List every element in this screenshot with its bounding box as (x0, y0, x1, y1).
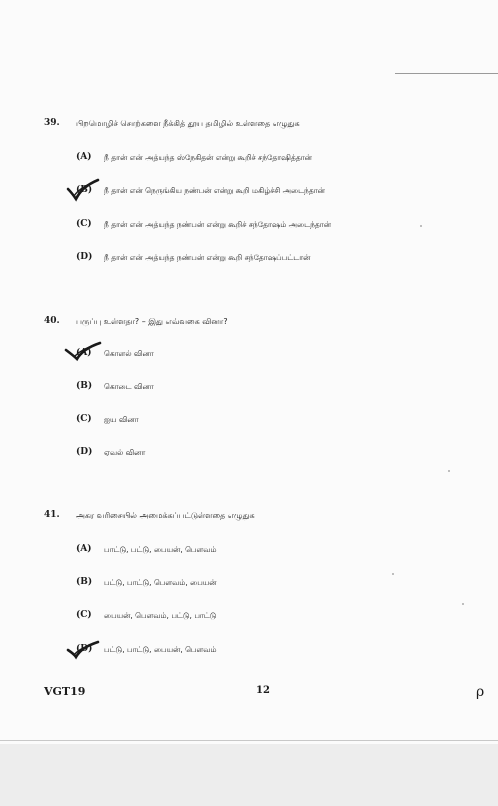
question-text: அகர வரிசையில் அமைக்கப்பட்டுள்ளதை எழுதுக (76, 511, 255, 520)
option-text: நீ தான் என் அத்யந்த நண்பன் என்று கூறிச் சந்தோஷம் அடைந்தான் (104, 220, 331, 229)
option-text: நீ தான் என் அத்யந்த நண்பன் என்று கூறி சந்தோஷப்பட்டான் (104, 253, 311, 262)
option-letter: (D) (76, 447, 93, 457)
question-number: 40. (44, 316, 60, 326)
option-letter: (B) (76, 185, 93, 195)
option-letter: (B) (76, 577, 93, 587)
question-text: பருப்பு உள்ளதா? – இது எவ்வகை வினா? (76, 317, 228, 326)
option-text: கொடை வினா (104, 382, 154, 391)
scan-speck (420, 225, 422, 227)
option-text: பாட்டு, பட்டு, பையன், பௌவம் (104, 545, 217, 554)
option-letter: (B) (76, 381, 93, 391)
option-text: ஏவல் வினா (104, 448, 146, 457)
option-letter: (D) (76, 644, 93, 654)
question-number: 41. (44, 510, 60, 520)
scan-bottom-line (0, 740, 498, 741)
handwritten-mark: ρ (476, 684, 485, 700)
option-text: ஐய வினா (104, 415, 139, 424)
question-number: 39. (44, 118, 60, 128)
scan-speck (392, 573, 394, 575)
answer-tick-mark-icon (62, 340, 106, 362)
page-number: 12 (256, 685, 270, 696)
option-letter: (A) (76, 544, 92, 554)
option-text: பட்டு, பாட்டு, பையன், பௌவம் (104, 645, 217, 654)
scan-speck (462, 603, 464, 605)
answer-tick-mark-icon (64, 178, 104, 202)
question-text: பிறமொழிச் சொற்களை நீக்கித் தூய தமிழில் உள்ளதை எழுதுக (76, 119, 300, 128)
option-text: நீ தான் என் அத்யந்த ஸ்நேகிதன் என்று கூறிச் சந்தோஷித்தான் (104, 153, 312, 162)
option-text: நீ தான் என் நெருங்கிய நண்பன் என்று கூறி மகிழ்ச்சி அடைந்தான் (104, 186, 325, 195)
scan-edge-line (395, 73, 498, 74)
option-letter: (C) (76, 414, 92, 424)
paper-code: VGT19 (44, 685, 86, 698)
option-text: பையன், பௌவம், பட்டு, பாட்டு (104, 611, 217, 620)
scan-speck (448, 470, 450, 472)
option-letter: (C) (76, 610, 92, 620)
scan-bottom-band (0, 744, 498, 806)
option-letter: (A) (76, 152, 92, 162)
option-text: கொளல் வினா (104, 349, 154, 358)
option-text: பட்டு, பாட்டு, பௌவம், பையன் (104, 578, 217, 587)
option-letter: (A) (76, 348, 92, 358)
option-letter: (D) (76, 252, 93, 262)
answer-tick-mark-icon (64, 638, 104, 660)
option-letter: (C) (76, 219, 92, 229)
